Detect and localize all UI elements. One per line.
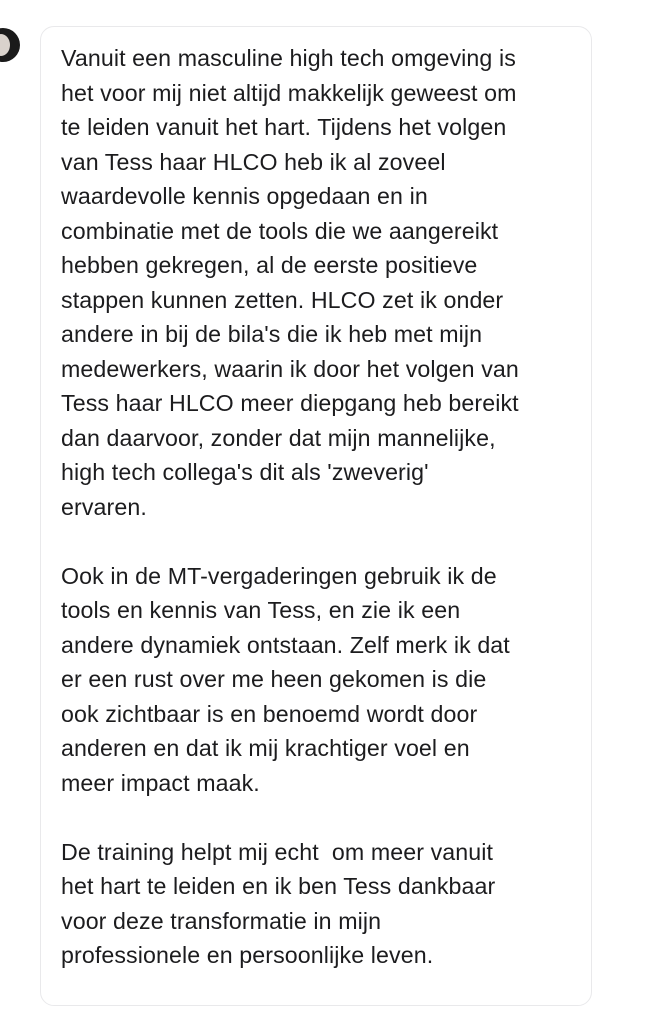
message-line: dan daarvoor, zonder dat mijn mannelijke, [61, 424, 496, 451]
message-line: andere in bij de bila's die ik heb met mijn [61, 321, 483, 347]
paragraph-gap [61, 524, 573, 559]
message-line: De training helpt mij echt om meer vanuit [61, 838, 494, 865]
message-line: het hart te leiden en ik ben Tess dankbaar [61, 873, 496, 899]
message-line: professionele en persoonlijke leven. [61, 942, 434, 968]
paragraph-gap [61, 800, 573, 835]
avatar-face [0, 34, 10, 56]
message-line: andere dynamiek ontstaan. Zelf merk ik dat [61, 631, 510, 658]
message-line: Vanuit een masculine high tech omgeving is [61, 45, 516, 71]
message-text [61, 41, 573, 973]
message-line: Tess haar HLCO meer diepgang heb bereikt [61, 390, 519, 416]
message-line: van Tess haar HLCO heb ik al zoveel [61, 148, 446, 175]
message-line: ook zichtbaar is en benoemd wordt door [61, 700, 478, 727]
message-line: tools en kennis van Tess, en zie ik een [61, 597, 461, 623]
message-bubble[interactable] [40, 26, 592, 1006]
message-line: meer impact maak. [61, 769, 260, 796]
message-line: stappen kunnen zetten. HLCO zet ik onder [61, 286, 504, 313]
message-line: ervaren. [61, 493, 147, 520]
message-line: voor deze transformatie in mijn [61, 907, 382, 934]
message-line: hebben gekregen, al de eerste positieve [61, 252, 478, 278]
message-line: medewerkers, waarin ik door het volgen van [61, 355, 519, 382]
message-line: Ook in de MT-vergaderingen gebruik ik de [61, 562, 497, 589]
message-line: er een rust over me heen gekomen is die [61, 666, 487, 692]
message-line: te leiden vanuit het hart. Tijdens het volgen [61, 114, 507, 140]
message-line: high tech collega's dit als 'zweverig' [61, 459, 429, 485]
message-line: anderen en dat ik mij krachtiger voel en [61, 735, 470, 761]
message-line: combinatie met de tools die we aangereikt [61, 217, 499, 244]
avatar[interactable] [0, 28, 20, 62]
message-line: het voor mij niet altijd makkelijk geweest om [61, 79, 517, 106]
message-line: waardevolle kennis opgedaan en in [61, 183, 428, 209]
